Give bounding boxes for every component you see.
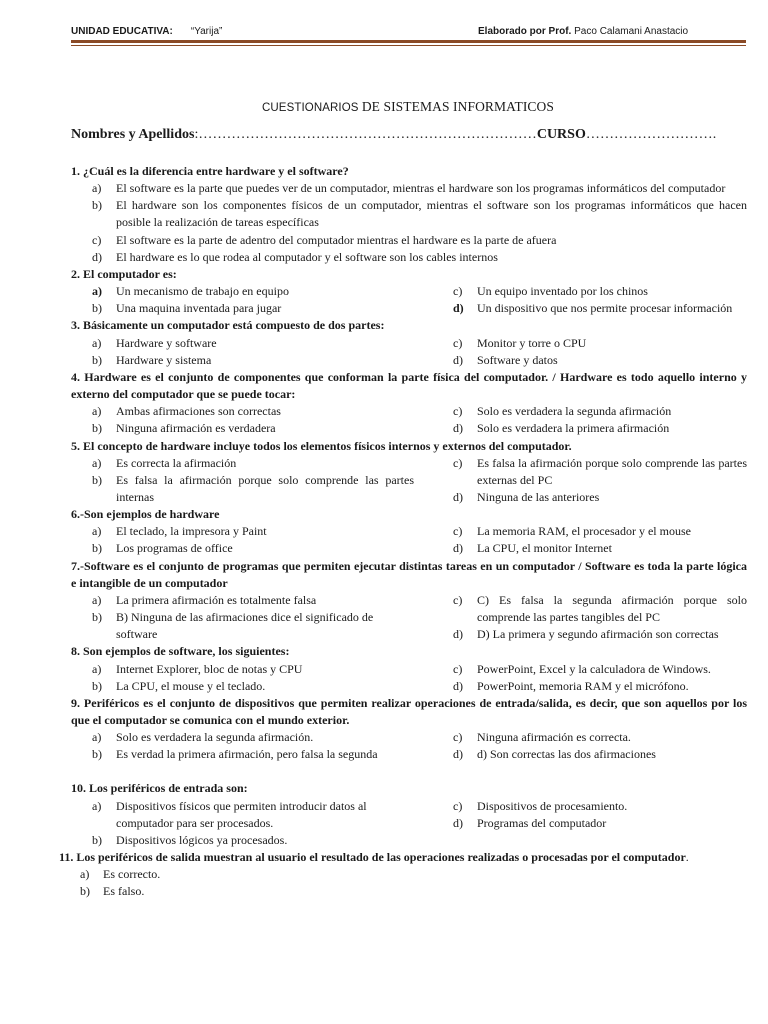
option-letter: c) — [453, 404, 463, 419]
option-text: Los programas de office — [116, 541, 233, 556]
question-6: 6.-Son ejemplos de hardware — [71, 507, 220, 522]
option-3b — [71, 352, 432, 369]
option-5d — [432, 489, 747, 506]
option-3c — [432, 335, 747, 352]
question-3: 3. Básicamente un computador está compuesto de dos partes: — [71, 318, 385, 333]
page-header — [71, 26, 746, 40]
option-letter: a) — [92, 335, 102, 350]
option-text: Hardware y sistema — [116, 352, 212, 367]
option-6a — [71, 523, 432, 540]
option-text: Un dispositivo que nos permite procesar información — [477, 301, 733, 316]
names-label: Nombres y Apellidos — [71, 127, 195, 142]
author-info — [478, 26, 688, 37]
option-text: El hardware son los componentes físicos de un computador, mientras el software son los programas informáticos que hacen posible la realización de tareas específicas — [116, 198, 747, 230]
option-text: Ninguna de las anteriores — [477, 489, 600, 504]
option-text: Un equipo inventado por los chinos — [477, 284, 648, 299]
question-2: 2. El computador es: — [71, 266, 177, 281]
question-10-options — [71, 798, 747, 849]
option-9d — [432, 746, 747, 763]
header-rule-thick — [71, 40, 746, 43]
option-letter: b) — [92, 678, 102, 693]
option-text: El software es la parte que puedes ver de un computador, mientras el hardware son los programas informáticos del computador — [116, 181, 726, 196]
question-2-options — [71, 283, 747, 317]
option-letter: d) — [453, 678, 463, 693]
option-text: Un mecanismo de trabajo en equipo — [116, 284, 289, 299]
question-11-options — [71, 866, 747, 900]
option-text: Solo es verdadera la segunda afirmación — [477, 404, 672, 419]
option-8d — [432, 678, 747, 695]
option-letter: c) — [453, 335, 463, 350]
option-8a — [71, 661, 432, 678]
question-8: 8. Son ejemplos de software, los siguientes: — [71, 644, 290, 659]
question-1-options — [71, 180, 747, 266]
option-text: d) Son correctas las dos afirmaciones — [477, 747, 656, 762]
option-3d — [432, 352, 747, 369]
option-text: B) Ninguna de las afirmaciones dice el significado de software — [116, 610, 374, 642]
option-9c — [432, 729, 747, 746]
option-3a — [71, 335, 432, 352]
option-2a — [71, 283, 432, 300]
question-4-options — [71, 403, 747, 437]
option-letter: b) — [92, 832, 102, 847]
option-text: La CPU, el monitor Internet — [477, 541, 612, 556]
option-text: Es falso. — [103, 884, 145, 899]
option-4b — [71, 420, 432, 437]
option-text: Es correcta la afirmación — [116, 455, 237, 470]
option-text: Software y datos — [477, 352, 558, 367]
curso-label: CURSO — [536, 127, 586, 142]
option-6d — [432, 540, 747, 557]
option-6c — [432, 523, 747, 540]
option-text: D) La primera y segundo afirmación son correctas — [477, 627, 719, 642]
option-text: La memoria RAM, el procesador y el mouse — [477, 524, 691, 539]
option-letter: d) — [453, 747, 463, 762]
option-5c — [432, 455, 747, 489]
option-text: PowerPoint, Excel y la calculadora de Windows. — [477, 661, 711, 676]
question-11-tail: . — [685, 850, 689, 865]
author-label: Elaborado por Prof. — [478, 26, 572, 37]
option-letter: b) — [92, 541, 102, 556]
option-text: El hardware es lo que rodea al computador y el software son los cables internos — [116, 249, 498, 264]
option-8c — [432, 661, 747, 678]
option-letter: a) — [92, 730, 102, 745]
option-text: C) Es falsa la segunda afirmación porque solo comprende las partes tangibles del PC — [477, 592, 747, 625]
question-5: 5. El concepto de hardware incluye todos los elementos físicos internos y externos del computador. — [71, 438, 572, 453]
option-text: Dispositivos de procesamiento. — [477, 798, 628, 813]
question-6-options — [71, 523, 747, 557]
option-text: La primera afirmación es totalmente falsa — [116, 592, 317, 607]
option-2b — [71, 300, 432, 317]
option-text: Es verdad la primera afirmación, pero falsa la segunda — [116, 747, 378, 762]
option-letter: c) — [453, 284, 463, 299]
option-text: Es falsa la afirmación porque solo comprende las partes externas del PC — [477, 455, 747, 487]
spacer — [71, 763, 747, 780]
option-letter: d) — [453, 421, 463, 436]
option-11a — [71, 866, 747, 883]
option-text: La CPU, el mouse y el teclado. — [116, 678, 266, 693]
option-1b — [71, 197, 747, 231]
option-text: Solo es verdadera la primera afirmación — [477, 421, 670, 436]
option-11b — [71, 883, 747, 900]
option-text: Hardware y software — [116, 335, 217, 350]
title-part2: DE SISTEMAS INFORMATICOS — [361, 99, 554, 114]
option-letter: c) — [453, 455, 463, 470]
option-letter: c) — [453, 661, 463, 676]
option-letter: b) — [92, 301, 102, 316]
option-text: Es correcto. — [103, 867, 161, 882]
option-1d — [71, 249, 747, 266]
option-letter: a) — [92, 524, 102, 539]
option-9b — [71, 746, 432, 763]
question-11 — [59, 849, 747, 866]
option-10c — [432, 798, 747, 815]
option-4a — [71, 403, 432, 420]
question-8-options — [71, 661, 747, 695]
option-7a — [71, 592, 432, 609]
curso-dots: ………………………. — [585, 127, 717, 142]
option-letter: d) — [453, 627, 463, 642]
option-letter: b) — [92, 421, 102, 436]
question-7-options — [71, 592, 747, 643]
option-letter: b) — [92, 472, 102, 487]
option-2d — [432, 300, 747, 317]
names-dots: :……………………………………………………………… — [194, 127, 537, 142]
option-7b — [71, 609, 432, 643]
option-letter: c) — [453, 524, 463, 539]
option-text: Dispositivos físicos que permiten introducir datos al computador para ser procesados. — [116, 798, 367, 830]
questionnaire — [59, 163, 747, 901]
option-letter: c) — [453, 592, 463, 607]
school-name: “Yarija” — [190, 26, 223, 37]
option-letter: d) — [453, 489, 463, 504]
option-letter: b) — [92, 747, 102, 762]
question-9: 9. Periféricos es el conjunto de dispositivos que permiten realizar operaciones de entrada/salida, es decir, que son aquellos por los que el computador se comunica con el mundo exterior. — [71, 695, 747, 727]
option-text: Programas del computador — [477, 815, 607, 830]
option-letter: d) — [453, 352, 463, 367]
question-5-options — [71, 455, 747, 506]
option-text: Ambas afirmaciones son correctas — [116, 404, 281, 419]
option-8b — [71, 678, 432, 695]
question-11-text: 11. Los periféricos de salida muestran al usuario el resultado de las operaciones realizadas o procesadas por el computador — [59, 850, 686, 865]
question-1: 1. ¿Cuál es la diferencia entre hardware y el software? — [71, 164, 349, 178]
option-10a — [71, 798, 432, 832]
option-letter: d) — [453, 541, 463, 556]
option-letter: a) — [92, 592, 102, 607]
title-part1: CUESTIONARIOS — [262, 102, 362, 114]
option-text: Internet Explorer, bloc de notas y CPU — [116, 661, 303, 676]
option-letter: c) — [453, 798, 463, 813]
option-text: El teclado, la impresora y Paint — [116, 524, 267, 539]
option-text: Monitor y torre o CPU — [477, 335, 587, 350]
option-letter: a) — [92, 181, 102, 196]
option-letter: c) — [453, 730, 463, 745]
option-10d — [432, 815, 747, 832]
option-2c — [432, 283, 747, 300]
option-6b — [71, 540, 432, 557]
question-4: 4. Hardware es el conjunto de componentes que conforman la parte física del computador. / Hardware es todo aquello interno y externo del computador que se puede tocar: — [71, 369, 747, 402]
question-10: 10. Los periféricos de entrada son: — [71, 781, 248, 796]
option-1c — [71, 232, 747, 249]
student-name-line — [71, 127, 716, 143]
option-text: El software es la parte de adentro del computador mientras el hardware es la parte de afuera — [116, 232, 557, 247]
question-3-options — [71, 335, 747, 369]
option-letter: b) — [92, 352, 102, 367]
question-7: 7.-Software es el conjunto de programas que permiten ejecutar distintas tareas en un computador / Software es toda la parte lógica e intangible de un computador — [71, 558, 747, 590]
option-text: Solo es verdadera la segunda afirmación. — [116, 730, 314, 745]
option-letter: b) — [80, 884, 90, 899]
option-letter: d) — [453, 301, 464, 316]
option-text: Una maquina inventada para jugar — [116, 301, 282, 316]
option-1a — [71, 180, 747, 197]
option-10b — [71, 832, 432, 849]
option-text: Dispositivos lógicos ya procesados. — [116, 832, 288, 847]
option-letter: d) — [92, 249, 102, 264]
question-9-options — [71, 729, 747, 763]
option-text: PowerPoint, memoria RAM y el micrófono. — [477, 678, 689, 693]
option-7d — [432, 626, 747, 643]
option-letter: a) — [80, 867, 90, 882]
option-letter: b) — [92, 610, 102, 625]
option-5b — [71, 472, 432, 506]
option-4c — [432, 403, 747, 420]
school-info — [71, 26, 222, 37]
option-letter: b) — [92, 198, 102, 213]
option-letter: a) — [92, 661, 102, 676]
option-text: Es falsa la afirmación porque solo comprende las partes internas — [116, 472, 414, 504]
option-text: Ninguna afirmación es verdadera — [116, 421, 276, 436]
option-text: Ninguna afirmación es correcta. — [477, 730, 631, 745]
option-letter: c) — [92, 232, 102, 247]
author-name: Paco Calamani Anastacio — [571, 26, 689, 37]
school-label: UNIDAD EDUCATIVA: — [71, 26, 173, 37]
option-letter: a) — [92, 798, 102, 813]
document-title — [0, 99, 768, 115]
option-letter: d) — [453, 815, 463, 830]
option-letter: a) — [92, 284, 102, 299]
option-9a — [71, 729, 432, 746]
option-4d — [432, 420, 747, 437]
option-7c — [432, 592, 747, 626]
header-rule-thin — [71, 45, 746, 46]
option-letter: a) — [92, 455, 102, 470]
option-letter: a) — [92, 404, 102, 419]
option-5a — [71, 455, 432, 472]
